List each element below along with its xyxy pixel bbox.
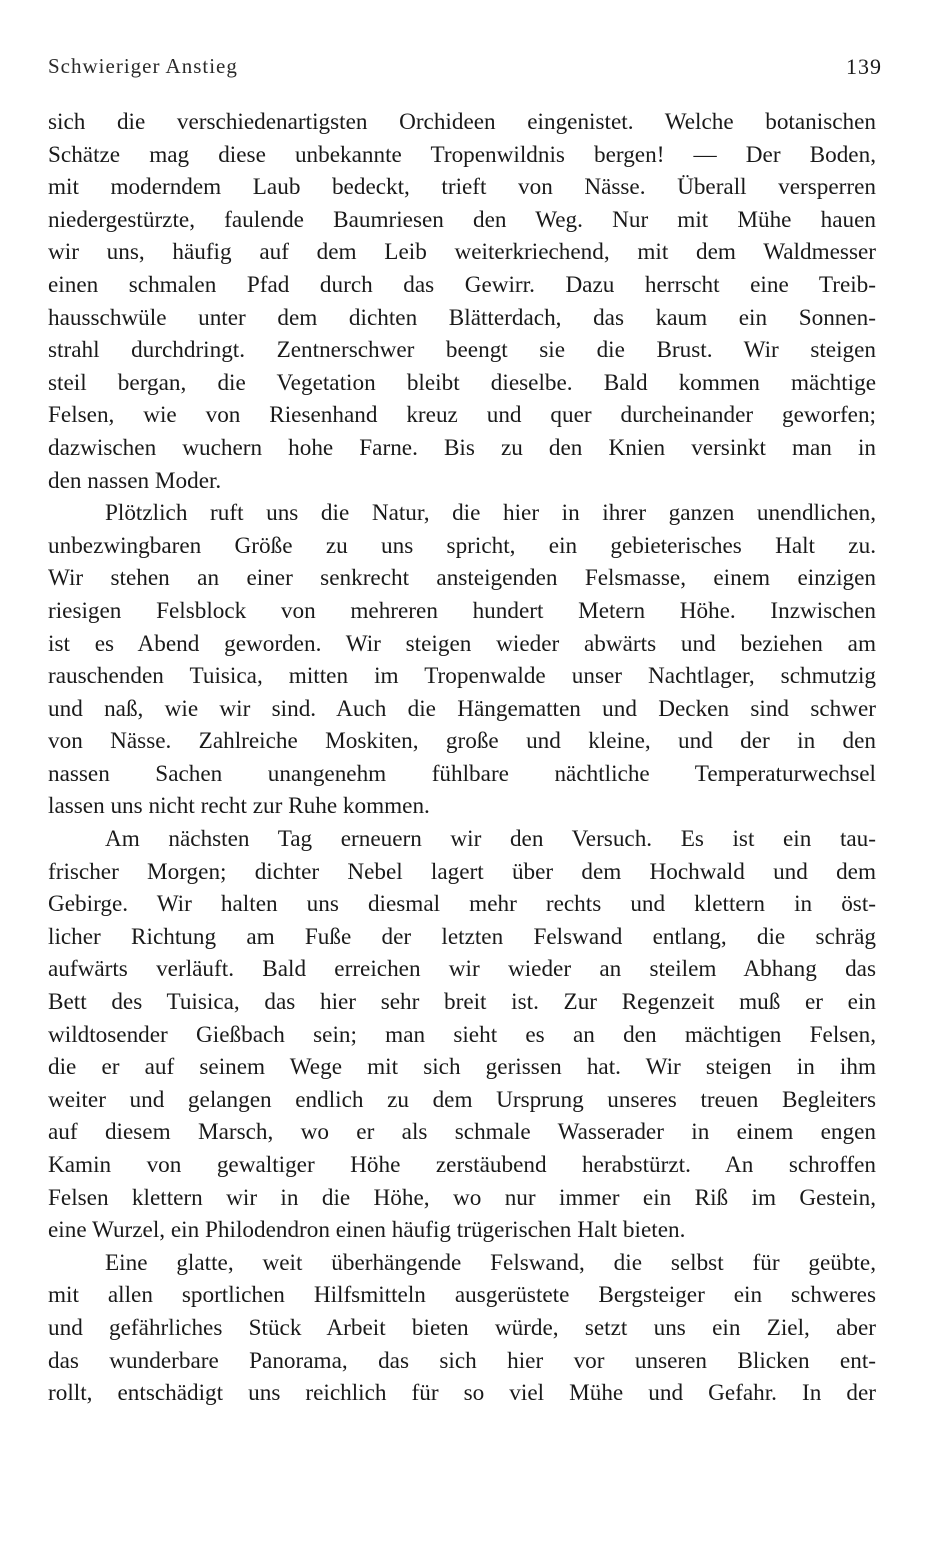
text-line: dazwischen wuchern hohe Farne. Bis zu den Knien versinkt man in xyxy=(48,434,876,461)
text-line: nassen Sachen unangenehm fühlbare nächtliche Temperaturwechsel xyxy=(48,760,876,787)
text-line: licher Richtung am Fuße der letzten Felswand entlang, die schräg xyxy=(48,923,876,950)
text-line: wildtosender Gießbach sein; man sieht es an den mächtigen Felsen, xyxy=(48,1021,876,1048)
text-line: Gebirge. Wir halten uns diesmal mehr rechts und klettern in öst- xyxy=(48,891,876,918)
text-line: von Nässe. Zahlreiche Moskiten, große und kleine, und der in den xyxy=(48,728,876,755)
text-line: sich die verschiedenartigsten Orchideen eingenistet. Welche botanischen xyxy=(48,109,876,135)
body-text xyxy=(48,106,876,1410)
text-line: Am nächsten Tag erneuern wir den Versuch. Es ist ein tau- xyxy=(105,826,876,853)
text-line: eine Wurzel, ein Philodendron einen häufig trügerischen Halt bieten. xyxy=(48,1217,686,1244)
text-line: einen schmalen Pfad durch das Gewirr. Dazu herrscht eine Treib- xyxy=(48,271,876,298)
running-title: Schwieriger Anstieg xyxy=(48,54,238,78)
text-line: Wir stehen an einer senkrecht ansteigenden Felsmasse, einem einzigen xyxy=(48,565,876,592)
text-line: Eine glatte, weit überhängende Felswand, die selbst für geübte, xyxy=(105,1249,876,1276)
text-line: und naß, wie wir sind. Auch die Hängematten und Decken sind schwer xyxy=(48,695,876,722)
text-line: mit moderndem Laub bedeckt, trieft von Nässe. Überall versperren xyxy=(48,174,876,201)
text-line: den nassen Moder. xyxy=(48,467,222,494)
text-line: steil bergan, die Vegetation bleibt dieselbe. Bald kommen mächtige xyxy=(48,369,876,396)
text-line: wir uns, häufig auf dem Leib weiterkriechend, mit dem Waldmesser xyxy=(48,239,876,266)
text-line: aufwärts verläuft. Bald erreichen wir wieder an steilem Abhang das xyxy=(48,956,876,983)
text-line: die er auf seinem Wege mit sich gerissen hat. Wir steigen in ihm xyxy=(48,1054,876,1081)
text-line: Felsen klettern wir in die Höhe, wo nur immer ein Riß im Gestein, xyxy=(48,1184,876,1211)
text-line: mit allen sportlichen Hilfsmitteln ausgerüstete Bergsteiger ein schweres xyxy=(48,1282,876,1309)
text-line: unbezwingbaren Größe zu uns spricht, ein gebieterisches Halt zu. xyxy=(48,532,876,559)
text-line: Bett des Tuisica, das hier sehr breit ist. Zur Regenzeit muß er ein xyxy=(48,989,876,1016)
text-line: das wunderbare Panorama, das sich hier vor unseren Blicken ent- xyxy=(48,1347,876,1374)
text-line: ist es Abend geworden. Wir steigen wieder abwärts und beziehen am xyxy=(48,630,876,657)
text-line: frischer Morgen; dichter Nebel lagert über dem Hochwald und dem xyxy=(48,858,876,885)
text-line: rollt, entschädigt uns reichlich für so viel Mühe und Gefahr. In der xyxy=(48,1380,876,1407)
text-line: Kamin von gewaltiger Höhe zerstäubend herabstürzt. An schroffen xyxy=(48,1152,876,1178)
text-line: auf diesem Marsch, wo er als schmale Wasserader in einem engen xyxy=(48,1119,876,1146)
text-line: lassen uns nicht recht zur Ruhe kommen. xyxy=(48,793,430,820)
text-line: rauschenden Tuisica, mitten im Tropenwalde unser Nachtlager, schmutzig xyxy=(48,663,876,690)
text-line: und gefährliches Stück Arbeit bieten würde, setzt uns ein Ziel, aber xyxy=(48,1314,876,1341)
page-number: 139 xyxy=(846,54,882,79)
text-line: Felsen, wie von Riesenhand kreuz und quer durcheinander geworfen; xyxy=(48,402,876,429)
text-line: weiter und gelangen endlich zu dem Ursprung unseres treuen Begleiters xyxy=(48,1086,876,1113)
text-line: Plötzlich ruft uns die Natur, die hier in ihrer ganzen unendlichen, xyxy=(105,500,876,527)
running-header xyxy=(48,54,882,84)
text-line: hausschwüle unter dem dichten Blätterdach, das kaum ein Sonnen- xyxy=(48,304,876,331)
text-line: Schätze mag diese unbekannte Tropenwildnis bergen! — Der Boden, xyxy=(48,141,876,168)
text-line: strahl durchdringt. Zentnerschwer beengt sie die Brust. Wir steigen xyxy=(48,337,876,364)
text-line: niedergestürzte, faulende Baumriesen den Weg. Nur mit Mühe hauen xyxy=(48,206,876,233)
text-line: riesigen Felsblock von mehreren hundert Metern Höhe. Inzwischen xyxy=(48,597,876,624)
